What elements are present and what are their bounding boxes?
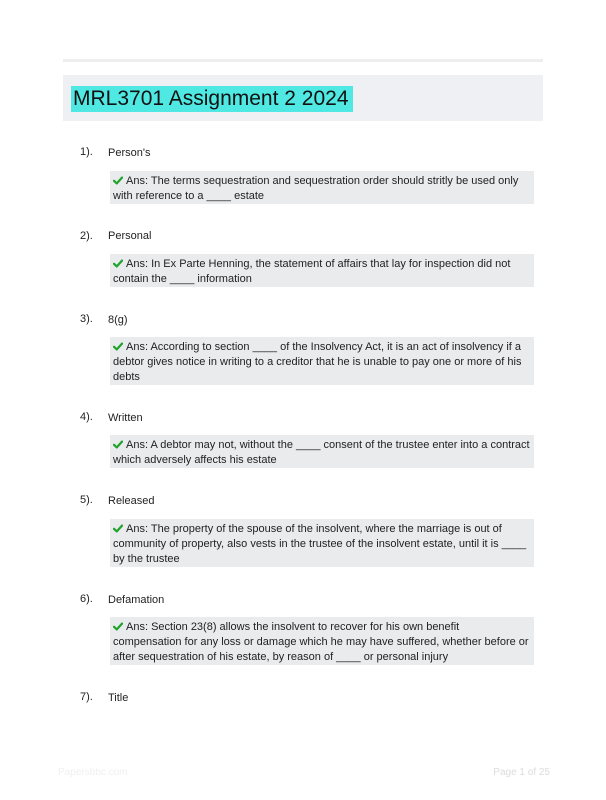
page-title: MRL3701 Assignment 2 2024 [71, 86, 353, 112]
question-number: 4). [80, 411, 93, 423]
question-answer: 8(g) [108, 314, 128, 326]
question-number: 7). [80, 691, 93, 703]
answer-text: Ans: The property of the spouse of the insolvent, where the marriage is out of community of property, also vests in the trustee of the insolvent estate, until it is ____ by the trustee [113, 523, 527, 565]
check-icon [113, 622, 123, 631]
answer-box [110, 337, 534, 385]
question-answer: Defamation [108, 594, 165, 606]
question-number: 5). [80, 494, 93, 506]
answer-box [110, 519, 534, 567]
answer-text: Ans: Section 23(8) allows the insolvent to recover for his own benefit compensation for any loss or damage which he may have suffered, whether before or after sequestration of his estate, by reason of ____ or personal injury [113, 621, 529, 663]
question-number: 1). [80, 146, 93, 158]
answer-box [110, 435, 534, 468]
title-banner [63, 75, 543, 121]
top-divider [63, 59, 543, 62]
footer-site: Papersbbc.com [58, 767, 128, 778]
answer-text: Ans: In Ex Parte Henning, the statement of affairs that lay for inspection did not contain the ____ information [113, 258, 511, 285]
answer-box [110, 617, 534, 665]
page-number: Page 1 of 25 [493, 767, 550, 778]
answer-text: Ans: A debtor may not, without the ____ consent of the trustee enter into a contract which adversely affects his estate [113, 439, 530, 466]
check-icon [113, 524, 123, 533]
question-answer: Person's [108, 147, 151, 159]
question-number: 2). [80, 230, 93, 242]
answer-text: Ans: The terms sequestration and sequestration order should stritly be used only with reference to a ____ estate [113, 175, 519, 202]
question-answer: Released [108, 495, 155, 507]
question-answer: Written [108, 412, 143, 424]
check-icon [113, 259, 123, 268]
question-answer: Personal [108, 230, 152, 242]
question-number: 6). [80, 593, 93, 605]
check-icon [113, 440, 123, 449]
check-icon [113, 176, 123, 185]
answer-box [110, 254, 534, 287]
answer-box [110, 171, 534, 204]
check-icon [113, 342, 123, 351]
answer-text: Ans: According to section ____ of the Insolvency Act, it is an act of insolvency if a debtor gives notice in writing to a creditor that he is unable to pay one or more of his debts [113, 341, 522, 383]
question-answer: Title [108, 692, 129, 704]
question-number: 3). [80, 313, 93, 325]
